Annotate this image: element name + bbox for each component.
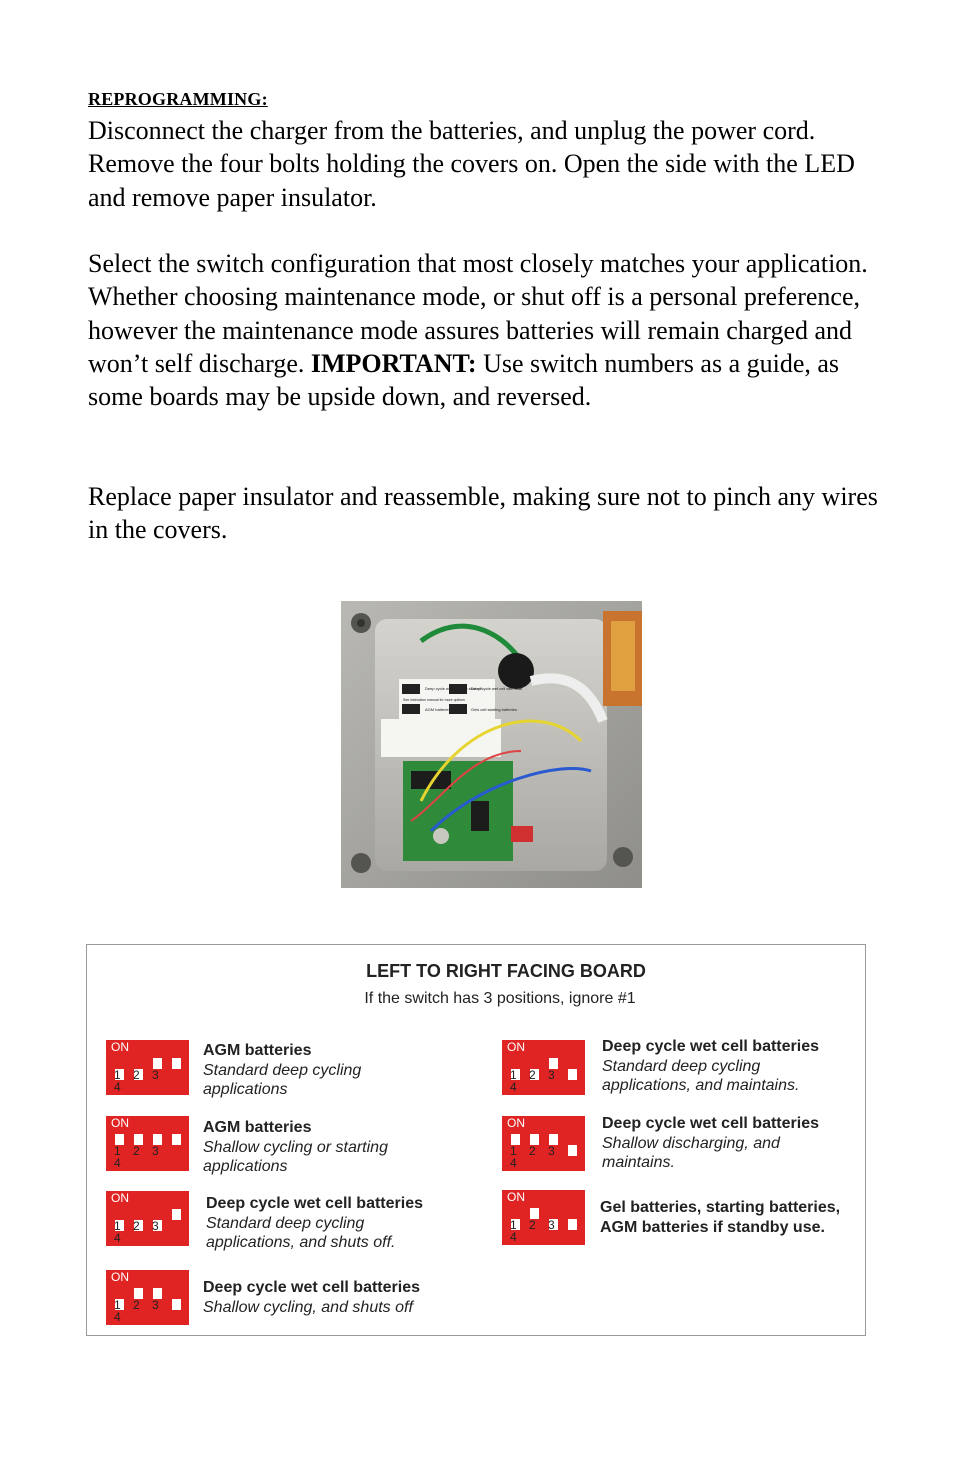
dip-position-number: 2 bbox=[133, 1219, 140, 1233]
photo-label-top-right: Deep cycle wet cell with float bbox=[471, 686, 523, 691]
switch-config-description bbox=[600, 1198, 840, 1237]
config-title: AGM batteries bbox=[203, 1042, 312, 1059]
dip-position-numbers bbox=[114, 1069, 189, 1093]
dip-on-label: ON bbox=[111, 1040, 129, 1054]
config-subtitle: Shallow discharging, and bbox=[602, 1134, 780, 1152]
config-subtitle: Shallow cycling, and shuts off bbox=[203, 1298, 413, 1316]
dip-position-number: 3 bbox=[548, 1218, 555, 1232]
dip-toggle-4-on bbox=[172, 1134, 181, 1145]
config-title: Deep cycle wet cell batteries bbox=[602, 1038, 819, 1055]
config-title: AGM batteries bbox=[203, 1119, 312, 1136]
config-title: Gel batteries, starting batteries, bbox=[600, 1199, 841, 1216]
dip-position-number: 2 bbox=[529, 1218, 536, 1232]
dip-position-number: 1 bbox=[510, 1218, 517, 1232]
config-subtitle: applications, and maintains. bbox=[602, 1077, 800, 1094]
guide-title: LEFT TO RIGHT FACING BOARD bbox=[366, 961, 646, 981]
paragraph-disconnect: Disconnect the charger from the batteries, and unplug the power cord. Remove the four bolts holding the covers on. Open the side with the LED and remove paper insulator. bbox=[88, 116, 855, 212]
dip-position-number: 3 bbox=[152, 1144, 159, 1158]
dip-position-number: 1 bbox=[114, 1298, 121, 1312]
dip-position-number: 4 bbox=[510, 1080, 517, 1094]
dip-switch-diagram bbox=[502, 1116, 585, 1171]
dip-on-label: ON bbox=[507, 1116, 525, 1130]
charger-board-photo bbox=[341, 601, 642, 888]
dip-position-number: 4 bbox=[114, 1080, 121, 1094]
switch-configuration-guide bbox=[86, 944, 866, 1336]
dip-position-number: 3 bbox=[152, 1068, 159, 1082]
dip-position-number: 2 bbox=[529, 1068, 536, 1082]
dip-position-number: 4 bbox=[510, 1156, 517, 1170]
config-subtitle: Standard deep cycling bbox=[206, 1214, 365, 1232]
switch-config-description bbox=[203, 1278, 420, 1317]
dip-position-number: 4 bbox=[114, 1156, 121, 1170]
dip-position-number: 4 bbox=[114, 1231, 121, 1245]
dip-position-number: 3 bbox=[152, 1219, 159, 1233]
config-subtitle: maintains. bbox=[602, 1154, 675, 1171]
switch-config-description bbox=[602, 1037, 819, 1096]
dip-switch-diagram bbox=[106, 1270, 189, 1325]
config-title: Deep cycle wet cell batteries bbox=[206, 1195, 423, 1212]
dip-position-numbers bbox=[510, 1219, 585, 1243]
switch-config-description bbox=[203, 1118, 388, 1177]
dip-position-number: 1 bbox=[114, 1068, 121, 1082]
dip-position-numbers bbox=[510, 1145, 585, 1169]
guide-subtitle: If the switch has 3 positions, ignore #1 bbox=[364, 990, 636, 1007]
reprogramming-heading: REPROGRAMMING: bbox=[88, 89, 268, 109]
photo-label-top-left: Deep cycle wet cell with shut off bbox=[425, 686, 482, 691]
dip-position-number: 4 bbox=[114, 1310, 121, 1324]
dip-position-number: 1 bbox=[510, 1144, 517, 1158]
dip-switch-diagram bbox=[502, 1040, 585, 1095]
paragraph-select-switch-text: Select the switch configuration that most closely matches your application. Whether choosing maintenance mode, or shut off is a personal preference, however the maintenance mode assures batteries will remain charged and won’t self discharge. bbox=[88, 249, 868, 378]
config-subtitle: applications, and shuts off. bbox=[206, 1234, 396, 1251]
dip-position-number: 3 bbox=[152, 1298, 159, 1312]
config-subtitle: applications bbox=[203, 1081, 288, 1098]
dip-switch-diagram bbox=[502, 1190, 585, 1245]
important-label: IMPORTANT: bbox=[310, 348, 477, 378]
dip-position-numbers bbox=[114, 1299, 189, 1323]
config-title: AGM batteries if standby use. bbox=[600, 1218, 825, 1236]
dip-position-numbers bbox=[114, 1145, 189, 1169]
switch-config-description bbox=[203, 1041, 361, 1100]
important-text: Use switch numbers as a guide, as some boards may be upside down, and reversed. bbox=[88, 348, 840, 412]
dip-position-numbers bbox=[114, 1220, 189, 1244]
dip-position-number: 2 bbox=[529, 1144, 536, 1158]
dip-on-label: ON bbox=[507, 1190, 525, 1204]
paragraph-reassemble: Replace paper insulator and reassemble, making sure not to pinch any wires in the covers. bbox=[88, 482, 878, 545]
dip-position-number: 1 bbox=[510, 1068, 517, 1082]
config-subtitle: Standard deep cycling bbox=[203, 1061, 362, 1079]
config-title: Deep cycle wet cell batteries bbox=[602, 1115, 819, 1132]
dip-position-number: 4 bbox=[510, 1230, 517, 1244]
dip-position-numbers bbox=[510, 1069, 585, 1093]
photo-label-bottom-left: AGM batteries bbox=[425, 707, 451, 712]
dip-switch-diagram bbox=[106, 1040, 189, 1095]
switch-config-description bbox=[206, 1194, 423, 1253]
dip-toggle-4-on bbox=[172, 1209, 181, 1220]
dip-switch-diagram bbox=[106, 1191, 189, 1246]
dip-toggle-4-on bbox=[172, 1058, 181, 1069]
config-title: Deep cycle wet cell batteries bbox=[203, 1279, 420, 1296]
dip-switch-diagram bbox=[106, 1116, 189, 1171]
config-subtitle: applications bbox=[203, 1158, 288, 1175]
photo-label-middle: See instruction manual for more options bbox=[403, 698, 465, 702]
dip-position-number: 2 bbox=[133, 1144, 140, 1158]
config-subtitle: Standard deep cycling bbox=[602, 1057, 761, 1075]
dip-on-label: ON bbox=[507, 1040, 525, 1054]
config-subtitle: Shallow cycling or starting bbox=[203, 1138, 388, 1156]
paragraph-select-switch bbox=[88, 247, 878, 413]
photo-label-bottom-right: Gels cell starting batteries bbox=[471, 707, 518, 712]
dip-position-number: 2 bbox=[133, 1298, 140, 1312]
dip-position-number: 1 bbox=[114, 1219, 121, 1233]
dip-position-number: 3 bbox=[548, 1144, 555, 1158]
dip-on-label: ON bbox=[111, 1270, 129, 1284]
dip-on-label: ON bbox=[111, 1116, 129, 1130]
dip-position-number: 3 bbox=[548, 1068, 555, 1082]
dip-on-label: ON bbox=[111, 1191, 129, 1205]
dip-position-number: 2 bbox=[133, 1068, 140, 1082]
dip-position-number: 1 bbox=[114, 1144, 121, 1158]
switch-config-description bbox=[602, 1114, 819, 1173]
